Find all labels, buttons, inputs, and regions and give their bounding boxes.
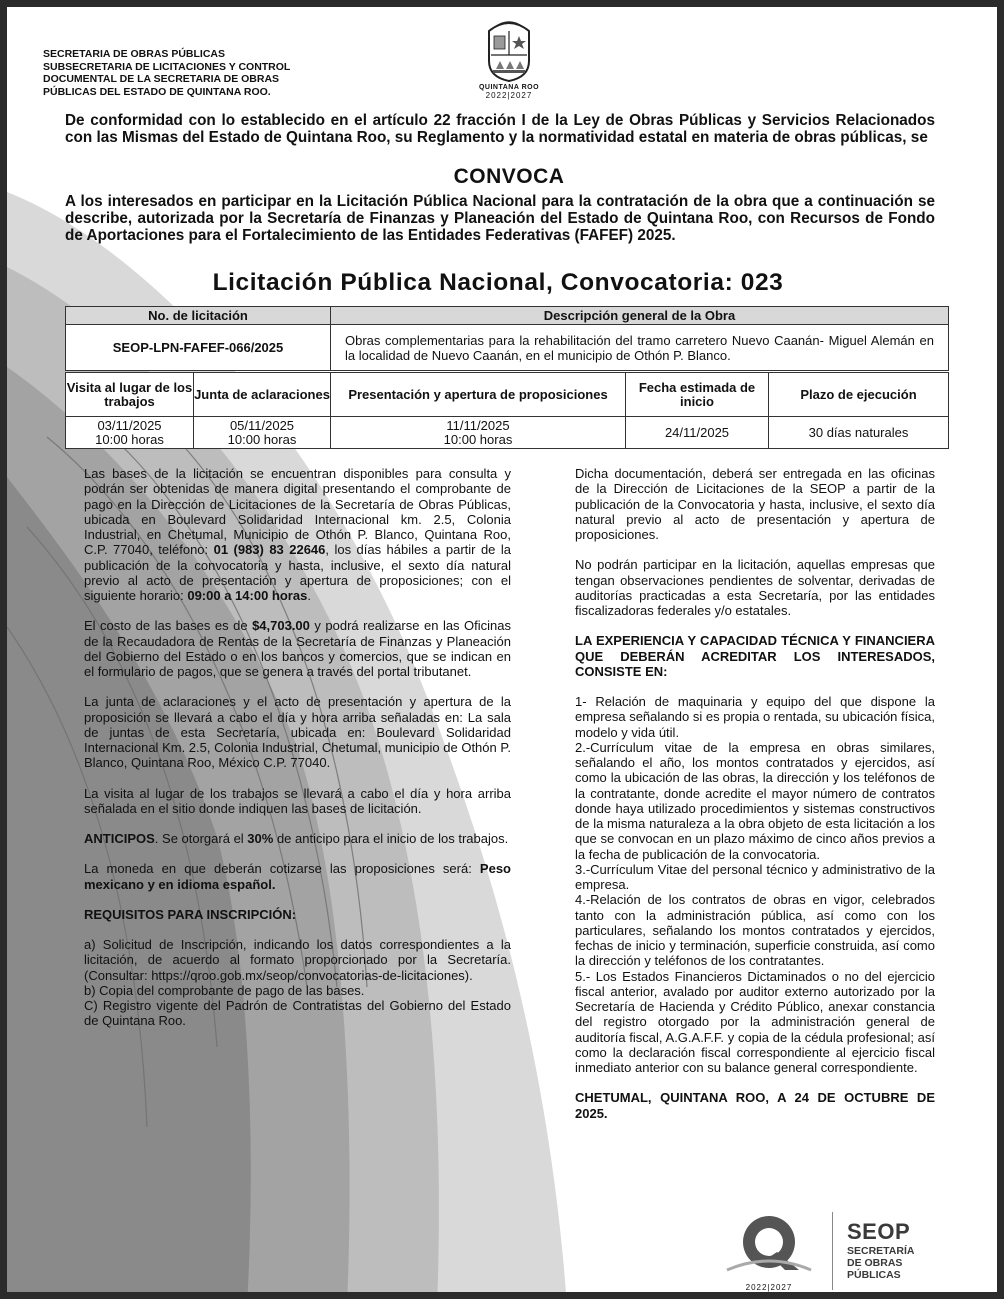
state-crest — [473, 17, 545, 117]
clarifications-date: 05/11/2025 — [229, 417, 295, 433]
text-span: . Se otorgará el — [154, 831, 248, 846]
experience-item: 5.- Los Estados Financieros Dictaminados o no del ejercicio fiscal anterior, avalado por auditor externo autorizado por la Secretaría de Hacienda y Crédito Público, anexar constancia del registro otorgado por la administración general de auditoría fiscal, A.G.A.F.F. y copia de la cédula profesional; así como la declaración fiscal correspondiente al ejercicio fiscal inmediato anterior con su balance general correspondiente. — [575, 968, 935, 1075]
clarifications-time: 10:00 horas — [227, 431, 297, 447]
table-header-row — [66, 307, 949, 325]
schedule-table — [65, 372, 949, 449]
clarifications-cell — [194, 417, 331, 449]
issuer-line: SECRETARIA DE OBRAS PÚBLICAS — [43, 48, 226, 60]
text-span: La moneda en que deberán cotizarse las proposiciones será: — [84, 861, 480, 877]
seop-name-line: DE OBRAS — [847, 1257, 903, 1269]
right-column — [575, 466, 935, 1136]
advance-paragraph — [84, 831, 511, 846]
advance-percent: 30% — [247, 831, 274, 846]
requirement-item: C) Registro vigente del Padrón de Contratistas del Gobierno del Estado de Quintana Roo. — [84, 998, 511, 1029]
intro-paragraph: De conformidad con lo establecido en el artículo 22 fracción I de la Ley de Obras Públicas y Servicios Relacionados con las Mismas del Estado de Quintana Roo, su Reglamento y la normatividad estatal en materia de obras públicas, se — [65, 112, 935, 146]
crest-years: 2022|2027 — [485, 91, 533, 100]
tender-description: Obras complementarias para la rehabilitación del tramo carretero Nuevo Caanán- Miguel Alemán en la localidad de Nuevo Caanán, en el municipio de Othón P. Blanco. — [331, 325, 949, 371]
site-visit-cell — [66, 417, 194, 449]
issuer-line: SUBSECRETARIA DE LICITACIONES Y CONTROL — [43, 60, 291, 73]
office-hours: 09:00 a 14:00 horas — [187, 588, 308, 603]
advance-label: ANTICIPOS — [84, 831, 155, 846]
tender-table — [65, 306, 949, 371]
phone-number: 01 (983) 83 22646 — [213, 542, 326, 558]
site-visit-paragraph: La visita al lugar de los trabajos se llevará a cabo el día y hora arriba señalada en el sitio donde indiquen las bases de licitación. — [84, 785, 511, 816]
term-cell: 30 días naturales — [769, 417, 949, 449]
proposals-cell — [331, 417, 626, 449]
header-tender-no: No. de licitación — [66, 307, 331, 325]
experience-item: 2.-Currículum vitae de la empresa en obras similares, señalando el año, los montos contratados y ejercidos, así como la ubicación de las obras, la dirección y los teléfonos de la contratante, donde acredite el mayor número de contratos donde haya utilizado procedimientos y sistemas constructivos de la misma naturaleza a la obra objeto de esta licitación a los que se convocan en un plazo máximo de cinco años previos a la fecha de publicación de la convocatoria. — [575, 739, 935, 862]
text-span: Las bases de la licitación se encuentran disponibles para consulta y podrán ser obtenidas de manera digital presentando el comprobante de pago en la Dirección de Licitaciones de la Secretaría de Obras Públicas, ubicada en Boulevard Solidaridad Internacional km. 2.5, Colonia Industrial, en Chetumal, Municipio de Othón P. Blanco, Quintana Roo, C.P. 77040, teléfono: — [84, 466, 511, 558]
requirements-heading: REQUISITOS PARA INSCRIPCIÓN: — [84, 906, 297, 922]
requirement-item: a) Solicitud de Inscripción, indicando los datos correspondientes a la licitación, de acuerdo al formato proporcionado por la Secretaría. (Consultar: https://qroo.gob.mx/seop/convocatorias-de-licitaciones). — [84, 937, 511, 983]
exclusion-paragraph: No podrán participar en la licitación, aquellas empresas que tengan observaciones pendientes de solventar, derivadas de auditorías practicadas a esta Secretaría, por las entidades fiscalizadoras federales y/o estatales. — [575, 557, 935, 618]
experience-heading: LA EXPERIENCIA Y CAPACIDAD TÉCNICA Y FINANCIERA QUE DEBERÁN ACREDITAR LOS INTERESADOS, CONSISTE EN: — [575, 633, 935, 679]
logo-years: 2022|2027 — [745, 1283, 793, 1292]
start-date-cell: 24/11/2025 — [626, 417, 769, 449]
text-span: , los días hábiles a partir de la publicación de la convocatoria y hasta, inclusive, el sexto día natural previo al acto de presentación y apertura de proposiciones; con el siguiente horario: — [84, 542, 511, 603]
convoca-heading: CONVOCA — [453, 165, 565, 188]
site-visit-time: 10:00 horas — [95, 431, 164, 447]
seop-name-line: PÚBLICAS — [847, 1269, 901, 1281]
table-row — [66, 325, 949, 371]
seop-logo — [847, 1219, 987, 1281]
meeting-paragraph: La junta de aclaraciones y el acto de presentación y apertura de la proposición se llevará a cabo el día y hora arriba señaladas en: La sala de juntas de esta Secretaría, ubicada en: Boulevard Solidaridad Internacional Km. 2.5, Colonia Industrial, Chetumal, municipio de Othón P. Blanco, Quintana Roo, México C.P. 77040. — [84, 694, 511, 771]
proposals-time: 10:00 horas — [443, 431, 513, 447]
bases-paragraph — [84, 466, 511, 603]
seop-name-line: SECRETARÍA — [847, 1245, 915, 1257]
text-span: . — [307, 588, 311, 603]
header-start-date: Fecha estimada de inicio — [626, 373, 769, 417]
crest-name: QUINTANA ROO — [478, 84, 540, 91]
closing-place-date: CHETUMAL, QUINTANA ROO, A 24 DE OCTUBRE DE 2025. — [575, 1090, 935, 1121]
currency-value: Peso mexicano y en idioma español. — [84, 861, 511, 892]
bases-cost: $4,703.00 — [252, 618, 310, 634]
experience-item: 3.-Currículum Vitae del personal técnico y administrativo de la empresa. — [575, 861, 935, 892]
experience-item: 4.-Relación de los contratos de obras en vigor, celebrados tanto con la administración pública, así como con los particulares, señalando los montos contratados y ejercidos, fechas de inicio y terminación, superficie construida, así como la dirección y teléfonos de los contratantes. — [575, 892, 935, 969]
issuer-block — [43, 48, 363, 98]
requirement-item: b) Copia del comprobante de pago de las bases. — [84, 982, 365, 998]
currency-paragraph — [84, 861, 511, 892]
page-title: Licitación Pública Nacional, Convocatoria: 023 — [212, 269, 784, 296]
table-row — [66, 417, 949, 449]
text-span: El costo de las bases es de — [84, 618, 253, 634]
logo-divider — [832, 1212, 833, 1290]
seop-acronym: SEOP — [847, 1219, 911, 1244]
header-description: Descripción general de la Obra — [331, 307, 949, 325]
header-site-visit: Visita al lugar de los trabajos — [66, 373, 194, 417]
issuer-line: PÚBLICAS DEL ESTADO DE QUINTANA ROO. — [43, 85, 271, 98]
text-span: de anticipo para el inicio de los trabajos. — [273, 831, 509, 846]
header-proposals: Presentación y apertura de proposiciones — [331, 373, 626, 417]
issuer-line: DOCUMENTAL DE LA SECRETARIA DE OBRAS — [43, 73, 280, 85]
proposals-date: 11/11/2025 — [446, 417, 510, 433]
tender-number: SEOP-LPN-FAFEF-066/2025 — [66, 325, 331, 371]
state-logo — [711, 1212, 827, 1298]
quintana-roo-logo-icon — [719, 1212, 819, 1278]
documentation-paragraph: Dicha documentación, deberá ser entregada en las oficinas de la Dirección de Licitaciones de la SEOP a partir de la publicación de la Convocatoria y hasta, inclusive, el sexto día natural previo al acto de presentación y apertura de proposiciones. — [575, 466, 935, 542]
table-header-row — [66, 373, 949, 417]
intro2-paragraph: A los interesados en participar en la Licitación Pública Nacional para la contratación de la obra que a continuación se describe, autorizada por la Secretaría de Finanzas y Planeación del Estado de Quintana Roo, con Recursos de Fondo de Aportaciones para el Fortalecimiento de las Entidades Federativas (FAFEF) 2025. — [65, 193, 935, 244]
coat-of-arms-icon — [483, 17, 535, 83]
cost-paragraph — [84, 618, 511, 679]
header-clarifications: Junta de aclaraciones — [194, 373, 331, 417]
text-span: y podrá realizarse en las Oficinas de la Recaudadora de Rentas de la Secretaría de Finanzas y Planeación del Gobierno del Estado o en los bancos y comercios, que se indican en el formulario de pagos, que se genera a través del portal tributanet. — [84, 618, 512, 679]
experience-item: 1- Relación de maquinaria y equipo del que dispone la empresa señalando si es propia o rentada, su ubicación física, modelo y vida útil. — [575, 694, 935, 740]
left-column — [84, 466, 511, 1029]
header-term: Plazo de ejecución — [769, 373, 949, 417]
site-visit-date: 03/11/2025 — [97, 417, 162, 433]
